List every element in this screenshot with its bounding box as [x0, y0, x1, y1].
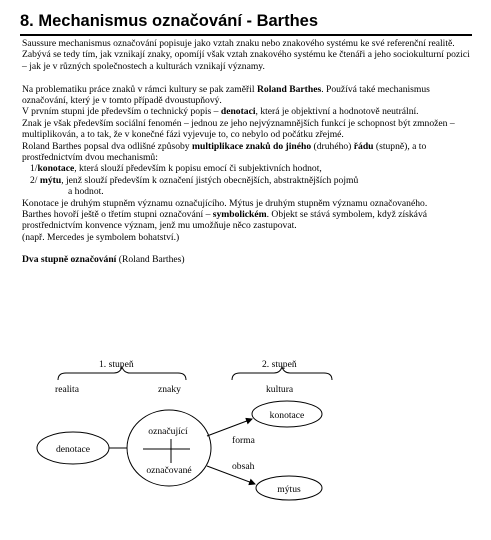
- title-bar: [20, 10, 472, 36]
- node-oznacovane: označované: [146, 465, 192, 476]
- page-title: 8. Mechanismus označování - Barthes: [20, 12, 319, 30]
- term-denotace: denotaci: [220, 106, 256, 118]
- term-symbolickem: symbolickém: [212, 209, 267, 221]
- arrow-to-konotace: [207, 419, 252, 436]
- paragraph-signs: Zabývá se tedy tím, jak vznikají znaky, opomíjí však vztah znakového systému ke čtenáři a jeho sociokulturní pozici – jak je v různých společnostech a kulturách vznikají významy.: [22, 49, 470, 72]
- label-obsah: obsah: [232, 461, 255, 472]
- paragraph-saussure: Saussure mechanismus označování popisuje jako vztah znaku nebo znakového systému ke své referenční realitě.: [22, 38, 455, 49]
- paragraph-second-degree: Konotace je druhým stupněm významu označujícího. Mýtus je druhým stupněm významu označovaného.: [22, 197, 428, 209]
- list-item-konotace: 1/konotace, která slouží především k popisu emocí či subjektivních hodnot,: [30, 163, 322, 175]
- two-stage-diagram: [0, 340, 491, 540]
- label-realita: realita: [55, 384, 79, 395]
- node-mytus: mýtus: [277, 484, 301, 495]
- document-body: [22, 38, 472, 266]
- label-stage-1: 1. stupeň: [99, 359, 134, 370]
- paragraph-multiplication: Roland Barthes popsal dva odlišné způsoby multiplikace znaků do jiného (druhého) řádu (stupně), a to prostřednictvím dvou mechanismů:: [22, 140, 427, 164]
- label-forma: forma: [232, 435, 255, 446]
- term-roland-barthes: Roland Barthes: [256, 83, 322, 95]
- paragraph-barthes: Na problematiku práce znaků v rámci kultury se pak zaměřil Roland Barthes. Používá také mechanismus označování, který je v tomto případě dvoustupňový.: [22, 83, 430, 107]
- label-znaky: znaky: [158, 384, 181, 395]
- label-stage-2: 2. stupeň: [262, 359, 297, 370]
- term-konotace: konotace: [37, 163, 75, 175]
- paragraph-denotation: V prvním stupni jde především o technický popis – denotaci, která je objektivní a hodnotově neutrální.: [22, 106, 419, 118]
- spacer: [22, 72, 472, 83]
- list-item-mytus-continued: a hodnot.: [68, 186, 104, 198]
- term-mytus: mýtu: [39, 174, 62, 186]
- term-multiplikace: multiplikace znaků do jiného: [192, 140, 312, 152]
- paragraph-symbolic: Barthes hovoří ještě o třetím stupni označování – symbolickém. Objekt se stává symbolem, když získává prostřednictvím konvence význam, jenž mu umožňuje něco zastupovat.: [22, 209, 428, 232]
- node-denotace: denotace: [55, 444, 91, 455]
- node-oznacujici: označující: [148, 426, 188, 437]
- node-konotace: konotace: [269, 410, 305, 421]
- label-kultura: kultura: [266, 384, 294, 395]
- term-rad: řádu: [353, 140, 374, 152]
- paragraph-social-phenomenon: Znak je však především sociální fenomén – jednou ze jeho nejvýznamnějších funkcí je schopnost být zmnožen – multiplikován, a to tak, že v konečné fázi vyjevuje to, co nebylo od počátku zřejmé.: [22, 117, 455, 141]
- diagram-heading: Dva stupně označování (Roland Barthes): [22, 254, 185, 266]
- paragraph-example: (např. Mercedes je symbolem bohatství.): [22, 231, 180, 243]
- list-item-mytus: 2/ mýtu, jenž slouží především k označení jistých obecnějších, abstraktnějších pojmů: [30, 174, 359, 186]
